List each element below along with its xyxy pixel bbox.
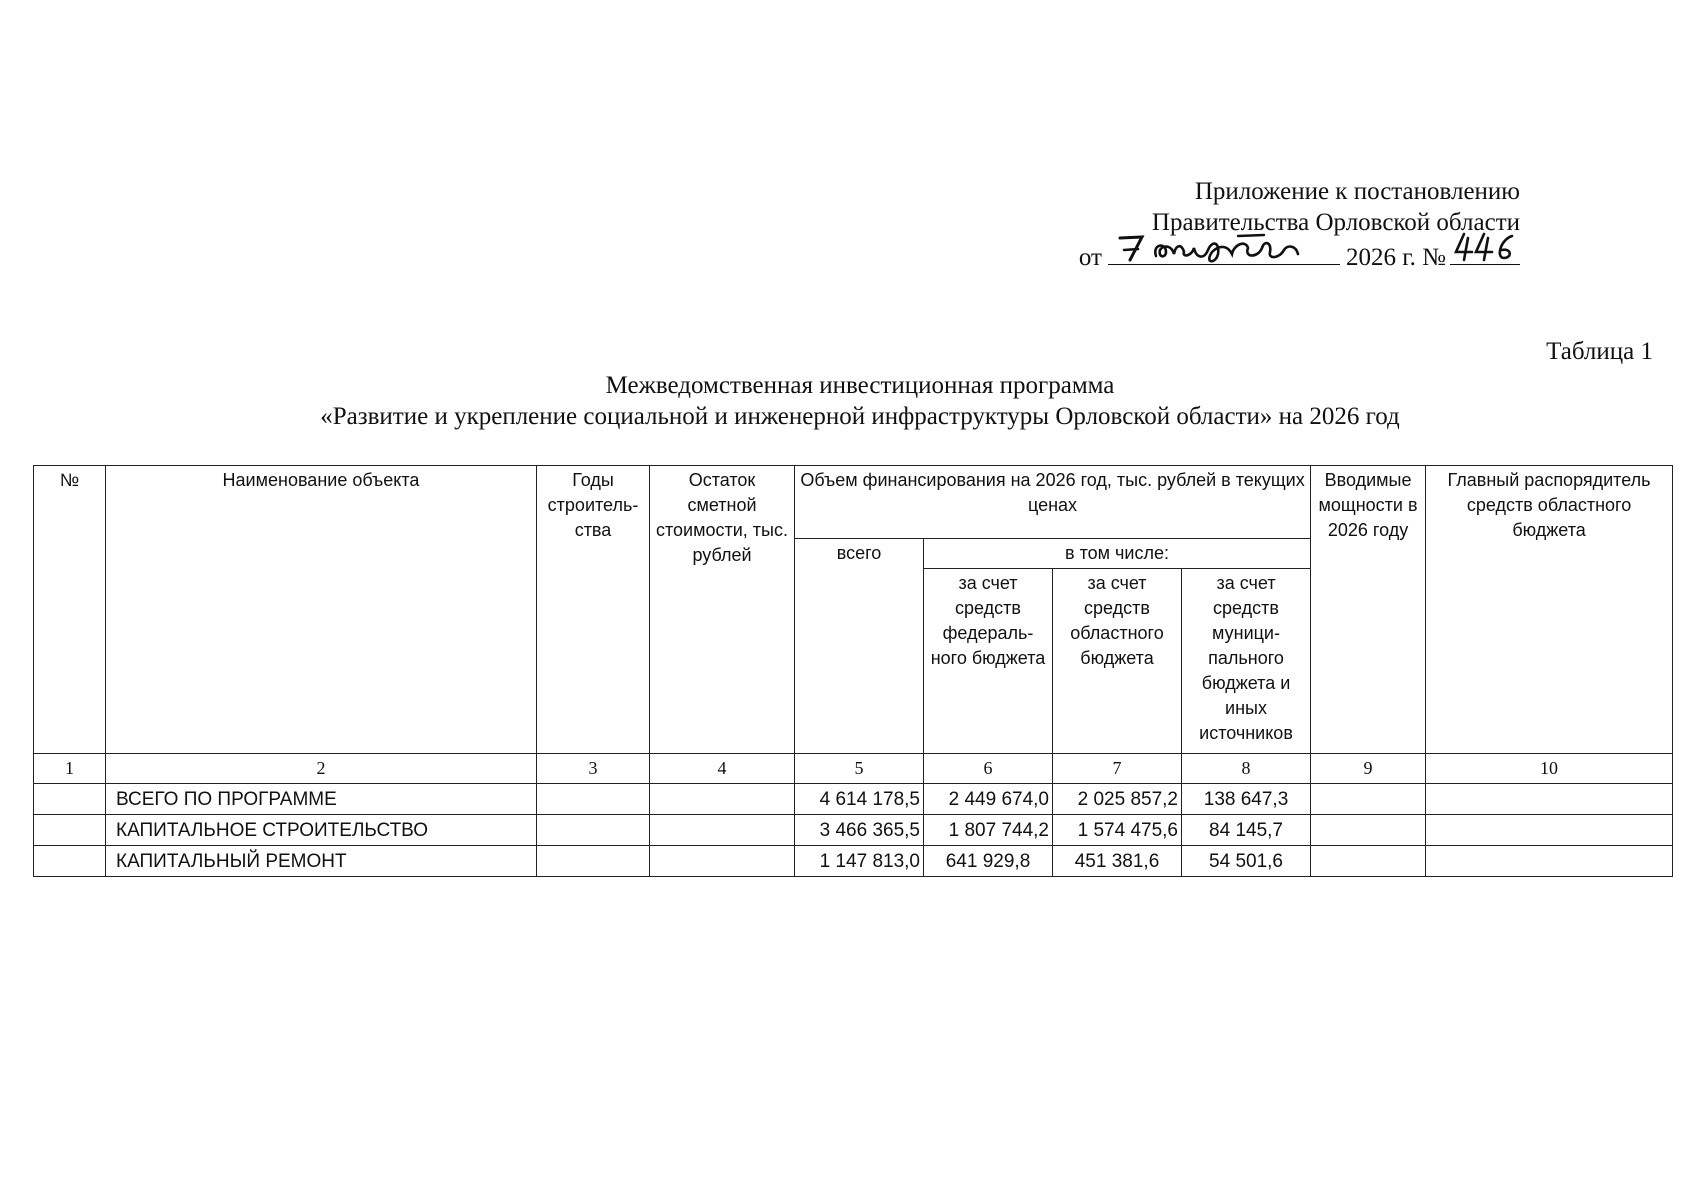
date-prefix: от <box>1078 244 1102 271</box>
handwritten-date <box>1108 238 1340 265</box>
row-name: КАПИТАЛЬНОЕ СТРОИТЕЛЬСТВО <box>106 815 537 846</box>
row-federal: 1 807 744,2 <box>924 815 1053 846</box>
row-federal: 2 449 674,0 <box>924 784 1053 815</box>
header-manager: Главный распорядитель средств областного бюджета <box>1426 466 1673 754</box>
row-regional: 1 574 475,6 <box>1053 815 1182 846</box>
row-municipal: 84 145,7 <box>1182 815 1311 846</box>
row-years <box>537 784 650 815</box>
investment-program-table <box>33 465 1673 877</box>
row-total: 4 614 178,5 <box>795 784 924 815</box>
column-number: 9 <box>1311 754 1426 784</box>
column-number: 2 <box>106 754 537 784</box>
approval-block <box>1040 176 1520 273</box>
row-regional: 2 025 857,2 <box>1053 784 1182 815</box>
row-regional: 451 381,6 <box>1053 846 1182 877</box>
column-number: 8 <box>1182 754 1311 784</box>
column-number: 4 <box>650 754 795 784</box>
column-number: 6 <box>924 754 1053 784</box>
row-manager <box>1426 846 1673 877</box>
row-manager <box>1426 815 1673 846</box>
row-num <box>34 784 106 815</box>
header-including: в том числе: <box>924 539 1311 569</box>
column-number: 10 <box>1426 754 1673 784</box>
row-years <box>537 815 650 846</box>
document-title <box>160 370 1560 432</box>
row-capacity <box>1311 846 1426 877</box>
row-remainder <box>650 784 795 815</box>
document-title-line-2: «Развитие и укрепление социальной и инженерной инфраструктуры Орловской области» на 2026 год <box>320 403 1400 430</box>
row-capacity <box>1311 784 1426 815</box>
table-row <box>34 815 1673 846</box>
row-num <box>34 846 106 877</box>
year-text: 2026 г. № <box>1345 244 1446 271</box>
header-funding: Объем финансирования на 2026 год, тыс. рублей в текущих ценах <box>795 466 1311 539</box>
row-capacity <box>1311 815 1426 846</box>
header-municipal: за счет средств муници-пального бюджета и иных источников <box>1182 569 1311 754</box>
header-name: Наименование объекта <box>106 466 537 754</box>
column-number: 3 <box>537 754 650 784</box>
row-municipal: 138 647,3 <box>1182 784 1311 815</box>
handwritten-date-signature <box>1108 230 1340 264</box>
handwritten-number <box>1450 238 1520 265</box>
row-years <box>537 846 650 877</box>
row-num <box>34 815 106 846</box>
table-row <box>34 846 1673 877</box>
header-num: № <box>34 466 106 754</box>
column-number: 1 <box>34 754 106 784</box>
approval-line-1: Приложение к постановлению <box>1194 178 1520 205</box>
row-total: 1 147 813,0 <box>795 846 924 877</box>
approval-date-line <box>1040 238 1520 273</box>
row-name: КАПИТАЛЬНЫЙ РЕМОНТ <box>106 846 537 877</box>
row-remainder <box>650 815 795 846</box>
document-title-line-1: Межведомственная инвестиционная программа <box>605 372 1115 399</box>
header-federal: за счет средств федераль-ного бюджета <box>924 569 1053 754</box>
table-label: Таблица 1 <box>1546 338 1653 365</box>
approval-line-2: Правительства Орловской области <box>1151 209 1520 236</box>
handwritten-number-signature <box>1450 230 1520 264</box>
row-manager <box>1426 784 1673 815</box>
row-remainder <box>650 846 795 877</box>
row-federal: 641 929,8 <box>924 846 1053 877</box>
column-number: 7 <box>1053 754 1182 784</box>
row-total: 3 466 365,5 <box>795 815 924 846</box>
column-number: 5 <box>795 754 924 784</box>
row-municipal: 54 501,6 <box>1182 846 1311 877</box>
header-capacity: Вводимые мощности в 2026 году <box>1311 466 1426 754</box>
header-remainder: Остаток сметной стоимости, тыс. рублей <box>650 466 795 754</box>
table-row <box>34 784 1673 815</box>
row-name: ВСЕГО ПО ПРОГРАММЕ <box>106 784 537 815</box>
column-number-row <box>34 754 1673 784</box>
header-regional: за счет средств областного бюджета <box>1053 569 1182 754</box>
header-years: Годы строитель-ства <box>537 466 650 754</box>
header-total: всего <box>795 539 924 754</box>
